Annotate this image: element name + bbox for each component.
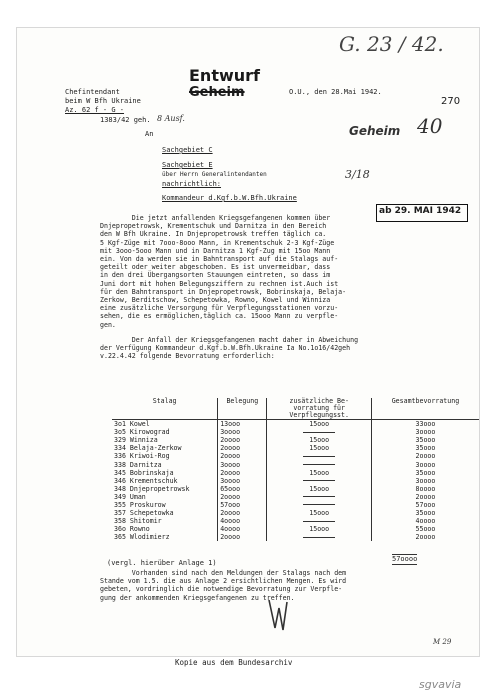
cell-gesamt: 3oooo xyxy=(415,428,436,437)
cell-gesamt: 2oooo xyxy=(415,452,436,461)
table-row xyxy=(112,493,479,501)
recipient-3: über Herrn Generalintendanten xyxy=(162,171,267,178)
body-paragraph-3: Vorhanden sind nach den Meldungen der Stalags nach dem Stande vom 1.5. die aus Anlage 2 ersichtlichen Mengen. Es wird gebeten, vordringlich die notwendige Bevorratung zur Verpfle- gung der ankommenden Kriegsgefangenen zu treffen. xyxy=(100,569,347,602)
cell-belegung: 57ooo xyxy=(218,501,267,509)
cell-zusaetzlich: 15ooo xyxy=(267,420,371,429)
cell-zusaetzlich xyxy=(267,428,371,436)
cell-gesamt: 35ooo xyxy=(415,509,436,518)
recipient-2: Sachgebiet E xyxy=(162,161,213,169)
cell-belegung: 2oooo xyxy=(218,436,267,444)
cell-belegung: 4oooo xyxy=(218,517,267,525)
sender-line-1: Chefintendant xyxy=(65,88,120,96)
cell-stalag: 357 Schepetowka xyxy=(112,509,218,517)
cell-belegung: 4oooo xyxy=(218,525,267,533)
recipient-handwritten-note: 3/18 xyxy=(345,168,370,181)
table-total: 57oooo xyxy=(392,555,418,563)
table-row xyxy=(112,525,479,533)
table-row xyxy=(112,485,479,493)
cell-zusaetzlich: 15ooo xyxy=(267,469,371,477)
empty-dash xyxy=(303,537,335,538)
cell-stalag: 358 Shitomir xyxy=(112,517,218,525)
table-row xyxy=(112,436,479,444)
table-row xyxy=(112,420,479,429)
cell-zusaetzlich: 15ooo xyxy=(267,444,371,452)
sender-line-2: beim W Bfh Ukraine xyxy=(65,97,141,105)
body-paragraph-1: Die jetzt anfallenden Kriegsgefangenen kommen über Dnjepropetrowsk, Krementschuk und Darnitza in den Bereich den W Bfh Ukraine. In Dnjepropetrowsk treffen täglich ca. 5 Kgf-Züge mit 7ooo-8ooo Mann, in Krementschuk 2-3 Kgf-Züge mit 3ooo-5ooo Mann und in Darnitza 1 Kgf-Zug mit 15oo Mann ein. Von da werden sie in Bahntransport auf die Stalags auf- geteilt oder weiter abgeschoben. Es ist unvermeidbar, dass in den drei Übergangsorten Stauungen eintreten, so dass im Juni dort mit hohen Belegungsziffern zu rechnen ist.Auch ist für den Bahntransport in Dnjepropetrowsk, Bobrinskaja, Belaja- Zerkow, Berditschow, Schepetowka, Rowno, Kowel und Winniza eine zusätzliche Versorgung für Verpflegungsstationen vorzu- sehen, die es ermöglichen,täglich ca. 15ooo Mann zu verpfle- gen. xyxy=(100,214,347,329)
cell-belegung: 13ooo xyxy=(218,420,267,429)
cell-stalag: 348 Dnjepropetrowsk xyxy=(112,485,218,493)
cell-gesamt: 55ooo xyxy=(415,525,436,534)
cell-gesamt: 3oooo xyxy=(415,476,436,485)
cell-gesamt: 35ooo xyxy=(415,468,436,477)
cell-gesamt: 8oooo xyxy=(415,484,436,493)
cell-stalag: 36o Rowno xyxy=(112,525,218,533)
cell-stalag: 349 Uman xyxy=(112,493,218,501)
handwritten-corner-note: M 29 xyxy=(433,638,452,646)
table-row xyxy=(112,501,479,509)
table-row xyxy=(112,460,479,468)
document-page xyxy=(17,28,479,656)
cell-gesamt: 57ooo xyxy=(415,500,436,509)
handwritten-40: 40 xyxy=(417,114,443,138)
sender-line-4: 1383/42 geh. xyxy=(100,116,151,124)
cell-stalag: 336 Kriwoi-Rog xyxy=(112,452,218,460)
cell-stalag: 346 Krementschuk xyxy=(112,477,218,485)
header-stalag: Stalag xyxy=(112,398,218,420)
table-row xyxy=(112,428,479,436)
cell-belegung: 3oooo xyxy=(218,428,267,436)
an-label: An xyxy=(145,130,154,138)
cell-gesamt: 33ooo xyxy=(415,420,436,429)
sender-line-3: Az. 62 f - G - xyxy=(65,106,125,114)
cell-gesamt: 35ooo xyxy=(415,436,436,445)
cell-zusaetzlich: 15ooo xyxy=(267,525,371,533)
recipient-1: Sachgebiet C xyxy=(162,146,213,154)
empty-dash xyxy=(303,504,335,505)
cell-belegung: 65ooo xyxy=(218,485,267,493)
table-row xyxy=(112,477,479,485)
cell-gesamt: 2oooo xyxy=(415,492,436,501)
empty-dash xyxy=(303,521,335,522)
empty-dash xyxy=(303,496,335,497)
header-belegung: Belegung xyxy=(218,398,267,420)
empty-dash xyxy=(303,456,335,457)
cell-belegung: 2oooo xyxy=(218,469,267,477)
recipient-4: Kommandeur d.Kgf.b.W.Bfh.Ukraine xyxy=(162,194,297,202)
cell-zusaetzlich xyxy=(267,533,371,541)
cell-stalag: 338 Darnitza xyxy=(112,460,218,468)
cell-zusaetzlich xyxy=(267,477,371,485)
empty-dash xyxy=(303,480,335,481)
cell-stalag: 3o1 Kowel xyxy=(112,420,218,429)
empty-dash xyxy=(303,464,335,465)
cell-belegung: 3oooo xyxy=(218,477,267,485)
cell-belegung: 3oooo xyxy=(218,460,267,468)
cell-stalag: 365 Wlodimierz xyxy=(112,533,218,541)
archive-caption: Kopie aus dem Bundesarchiv xyxy=(175,658,293,667)
cell-belegung: 2oooo xyxy=(218,509,267,517)
cell-zusaetzlich xyxy=(267,517,371,525)
cell-gesamt: 35ooo xyxy=(415,444,436,453)
cell-belegung: 2oooo xyxy=(218,493,267,501)
cell-belegung: 2oooo xyxy=(218,444,267,452)
cell-stalag: 334 Belaja-Zerkow xyxy=(112,444,218,452)
cell-zusaetzlich xyxy=(267,452,371,460)
place-date: O.U., den 28.Mai 1942. xyxy=(289,88,382,96)
table-row xyxy=(112,509,479,517)
handwritten-file-number: G. 23 / 42. xyxy=(339,32,444,56)
cell-belegung: 2oooo xyxy=(218,452,267,460)
cell-stalag: 355 Proskurow xyxy=(112,501,218,509)
cell-belegung: 2oooo xyxy=(218,533,267,541)
header-zusaetzlich: zusätzliche Be- vorratung für Verpflegungsst. xyxy=(267,398,371,420)
vergl-note: (vergl. hierüber Anlage 1) xyxy=(107,559,217,567)
cell-stalag: 3o5 Kirowograd xyxy=(112,428,218,436)
table-row xyxy=(112,452,479,460)
table-row xyxy=(112,517,479,525)
cell-gesamt: 2oooo xyxy=(415,533,436,542)
table-header-row xyxy=(112,398,479,420)
nachrichtlich-label: nachrichtlich: xyxy=(162,180,222,188)
page-number: 270 xyxy=(441,96,461,107)
geheim-stamp-top: Geheim xyxy=(189,85,245,100)
cell-zusaetzlich: 15ooo xyxy=(267,485,371,493)
body-paragraph-2: Der Anfall der Kriegsgefangenen macht daher in Abweichung der Verfügung Kommandeur d.Kgf.b.W.Bfh.Ukraine Ia No.1o16/42geh v.22.4.42 folgende Bevorratung erforderlich: xyxy=(100,336,359,361)
cell-gesamt: 4oooo xyxy=(415,517,436,526)
sender-handwritten-note: 8 Ausf. xyxy=(157,114,185,123)
cell-stalag: 329 Winniza xyxy=(112,436,218,444)
empty-dash xyxy=(303,432,335,433)
cell-gesamt: 3oooo xyxy=(415,460,436,469)
cell-zusaetzlich xyxy=(267,460,371,468)
watermark: sgvavia xyxy=(419,678,462,691)
stalag-table xyxy=(112,398,479,541)
table-row xyxy=(112,533,479,541)
cell-zusaetzlich: 15ooo xyxy=(267,436,371,444)
header-gesamt: Gesamtbevorratung xyxy=(371,398,479,420)
geheim-stamp-right: Geheim xyxy=(349,124,401,138)
received-stamp: ab 29. MAI 1942 xyxy=(379,206,462,216)
cell-zusaetzlich: 15ooo xyxy=(267,509,371,517)
signature-mark xyxy=(265,598,291,636)
cell-zusaetzlich xyxy=(267,501,371,509)
cell-zusaetzlich xyxy=(267,493,371,501)
table-row xyxy=(112,469,479,477)
table-row xyxy=(112,444,479,452)
entwurf-stamp: Entwurf xyxy=(189,66,260,85)
cell-stalag: 345 Bobrinskaja xyxy=(112,469,218,477)
